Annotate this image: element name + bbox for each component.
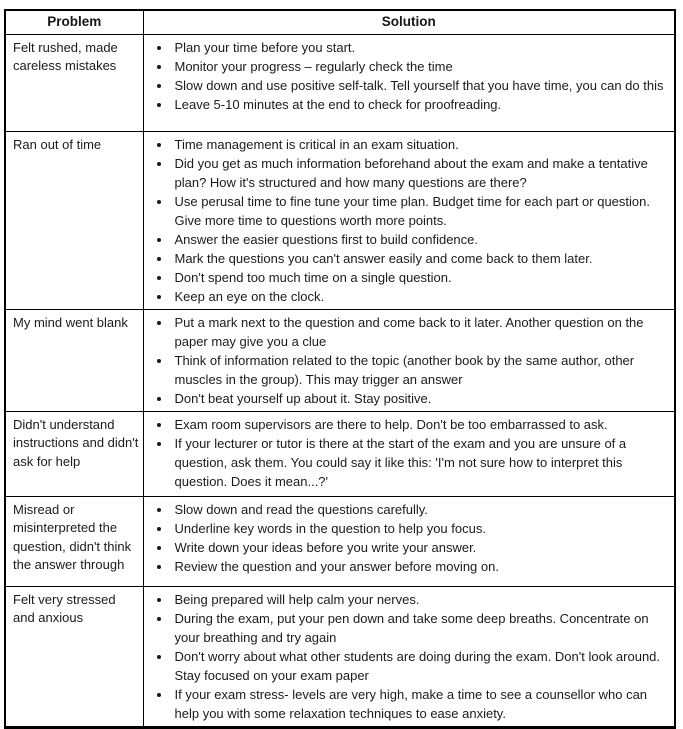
solution-item: • Keep an eye on the clock.	[172, 287, 669, 306]
solution-item: • Underline key words in the question to help you focus.	[172, 519, 669, 538]
solution-item: • Slow down and use positive self-talk. Tell yourself that you have time, you can do this	[172, 76, 669, 95]
solution-list	[144, 135, 669, 306]
table-row	[5, 131, 675, 309]
solution-cell	[143, 131, 675, 309]
solution-item: • Plan your time before you start.	[172, 38, 669, 57]
problem-cell: Felt rushed, made careless mistakes	[5, 34, 143, 131]
solution-item: • Think of information related to the topic (another book by the same author, other muscles in the group). This may trigger an answer	[172, 351, 669, 389]
solution-item: • Don't worry about what other students are doing during the exam. Don't look around. Stay focused on your exam paper	[172, 647, 669, 685]
solution-item: • Did you get as much information beforehand about the exam and make a tentative plan? How it's structured and how many questions are there?	[172, 154, 669, 192]
solution-cell	[143, 586, 675, 727]
solution-item: • If your lecturer or tutor is there at the start of the exam and you are unsure of a question, ask them. You could say it like this: 'I'm not sure how to interpret this question. Does it mean...?'	[172, 434, 669, 491]
solution-item: • During the exam, put your pen down and take some deep breaths. Concentrate on your breathing and try again	[172, 609, 669, 647]
solution-item: • Answer the easier questions first to build confidence.	[172, 230, 669, 249]
table-row	[5, 496, 675, 586]
solution-column-header: Solution	[143, 10, 675, 34]
solution-cell	[143, 411, 675, 496]
solution-item: • Leave 5-10 minutes at the end to check for proofreading.	[172, 95, 669, 114]
solution-list	[144, 313, 669, 408]
solution-item: • Being prepared will help calm your nerves.	[172, 590, 669, 609]
problem-cell: Misread or misinterpreted the question, didn't think the answer through	[5, 496, 143, 586]
solution-list	[144, 415, 669, 491]
solution-item: • Slow down and read the questions carefully.	[172, 500, 669, 519]
problem-cell: Ran out of time	[5, 131, 143, 309]
solution-item: • Don't beat yourself up about it. Stay positive.	[172, 389, 669, 408]
solution-item: • Mark the questions you can't answer easily and come back to them later.	[172, 249, 669, 268]
problem-cell: Felt very stressed and anxious	[5, 586, 143, 727]
solution-cell	[143, 309, 675, 411]
solution-item: • Monitor your progress – regularly check the time	[172, 57, 669, 76]
solution-item: • Use perusal time to fine tune your time plan. Budget time for each part or question. Give more time to questions worth more points.	[172, 192, 669, 230]
solution-item: • Write down your ideas before you write your answer.	[172, 538, 669, 557]
solution-item: • If your exam stress- levels are very high, make a time to see a counsellor who can help you with some relaxation techniques to ease anxiety.	[172, 685, 669, 723]
table-row	[5, 309, 675, 411]
table-header-row	[5, 10, 675, 34]
table-row	[5, 411, 675, 496]
table-body	[5, 34, 675, 727]
problem-cell: My mind went blank	[5, 309, 143, 411]
solution-list	[144, 500, 669, 576]
solution-item: • Don't spend too much time on a single question.	[172, 268, 669, 287]
solution-cell	[143, 496, 675, 586]
solution-cell	[143, 34, 675, 131]
solution-list	[144, 38, 669, 114]
solution-item: • Review the question and your answer before moving on.	[172, 557, 669, 576]
solution-list	[144, 590, 669, 723]
solution-item: • Time management is critical in an exam situation.	[172, 135, 669, 154]
problem-solution-table	[4, 9, 676, 729]
problem-column-header: Problem	[5, 10, 143, 34]
problem-cell: Didn't understand instructions and didn't ask for help	[5, 411, 143, 496]
solution-item: • Exam room supervisors are there to help. Don't be too embarrassed to ask.	[172, 415, 669, 434]
solution-item: • Put a mark next to the question and come back to it later. Another question on the paper may give you a clue	[172, 313, 669, 351]
table-row	[5, 34, 675, 131]
table-row	[5, 586, 675, 727]
